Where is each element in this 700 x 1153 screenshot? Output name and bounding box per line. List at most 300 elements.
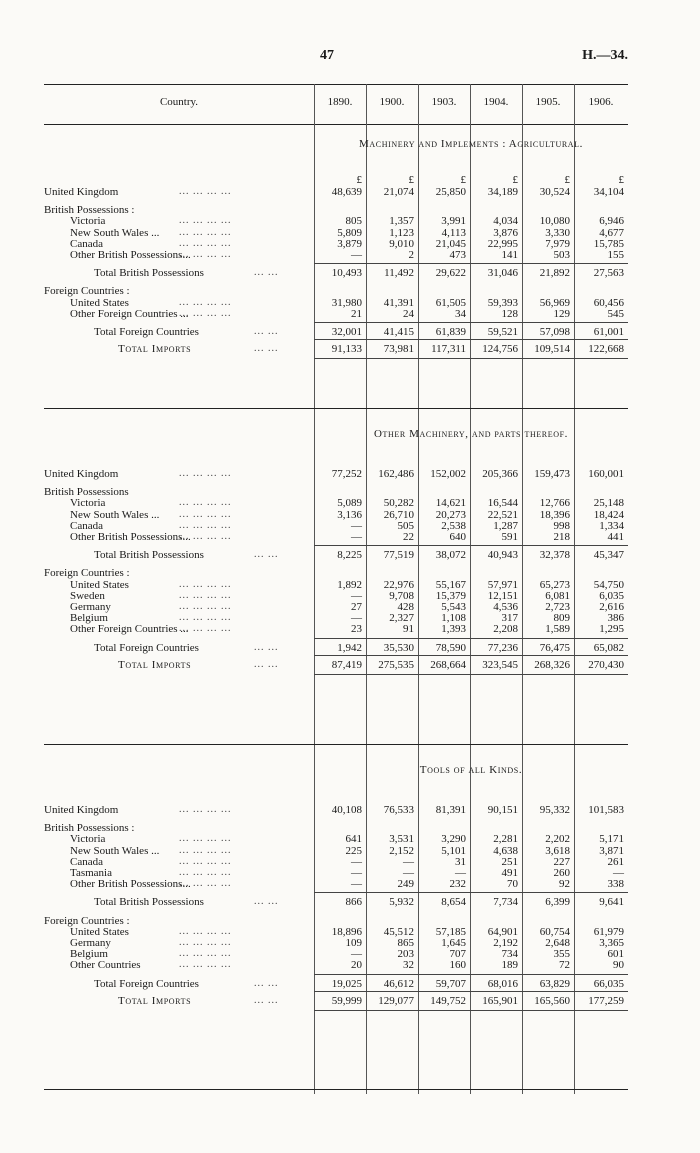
value-cell: 473 [449, 249, 466, 261]
value-cell: 5,809 [337, 226, 362, 239]
value-cell: 1,645 [441, 937, 466, 949]
row-label: United Kingdom [44, 804, 119, 816]
row-label: New South Wales ... [70, 844, 160, 857]
value-cell: 155 [607, 249, 624, 261]
table-bottom-rule [44, 1089, 628, 1090]
value-cell: 129 [553, 307, 570, 320]
value-cell: 386 [607, 612, 624, 625]
value-cell: 3,531 [389, 833, 414, 846]
leader-dots: ... ... ... ... [179, 855, 232, 867]
value-cell: 268,326 [534, 658, 570, 671]
value-cell: 56,969 [539, 296, 570, 309]
grand-total-row [44, 995, 628, 1008]
value-cell: 18,424 [593, 508, 624, 521]
value-cell: 591 [501, 531, 518, 543]
table-row [44, 623, 628, 636]
table-row [44, 959, 628, 972]
value-cell: 26,710 [383, 508, 414, 521]
leader-dots: ... ... [254, 641, 279, 653]
value-cell: 54,750 [593, 578, 624, 591]
row-label: Other British Possessions... [70, 249, 191, 261]
row-label: Total Foreign Countries [94, 977, 199, 990]
value-cell: 189 [501, 959, 518, 972]
value-cell: 10,080 [539, 215, 570, 228]
value-cell: 22,995 [487, 237, 518, 250]
value-cell: 251 [501, 855, 518, 868]
table-row [44, 186, 628, 199]
leader-dots: ... ... ... ... [179, 508, 232, 520]
value-cell: — [351, 948, 362, 961]
value-cell: 32 [403, 959, 414, 972]
row-label: Total Foreign Countries [94, 326, 199, 338]
total-rule [314, 1010, 628, 1011]
table-row [44, 531, 628, 544]
grand-total-row [44, 659, 628, 672]
value-cell: 34 [455, 307, 466, 320]
value-cell: 4,034 [493, 215, 518, 228]
value-cell: — [351, 531, 362, 543]
row-label: Other Countries [70, 959, 141, 972]
value-cell: 48,639 [331, 186, 362, 198]
value-cell: 2,723 [545, 601, 570, 613]
leader-dots: ... ... ... ... [179, 623, 232, 635]
value-cell: 9,641 [599, 896, 624, 909]
value-cell: 218 [553, 531, 570, 543]
total-rule [314, 545, 628, 546]
grand-total-row [44, 343, 628, 356]
value-cell: 31,046 [487, 267, 518, 280]
value-cell: 16,544 [487, 497, 518, 510]
row-label: Foreign Countries : [44, 567, 130, 580]
value-cell: 21 [351, 307, 362, 320]
leader-dots: ... ... ... ... [179, 833, 232, 845]
value-cell: 22,976 [383, 578, 414, 591]
value-cell: 1,334 [599, 519, 624, 532]
value-cell: 23 [351, 623, 362, 636]
value-cell: 165,560 [534, 994, 570, 1007]
value-cell: 76,475 [539, 641, 570, 654]
row-label: United States [70, 578, 129, 591]
leader-dots: ... ... ... ... [179, 878, 232, 890]
value-cell: 149,752 [430, 994, 466, 1007]
total-rule [314, 655, 628, 656]
value-cell: 640 [449, 531, 466, 543]
value-cell: 61,505 [435, 296, 466, 309]
value-cell: 31,980 [331, 296, 362, 309]
leader-dots: ... ... ... ... [179, 601, 232, 612]
row-label: Other Foreign Countries ... [70, 623, 189, 636]
value-cell: 59,393 [487, 296, 518, 309]
value-cell: 92 [559, 878, 570, 891]
leader-dots: ... ... ... ... [179, 578, 232, 590]
value-cell: 122,668 [588, 343, 624, 356]
value-cell: 2 [408, 249, 414, 261]
table-row [44, 249, 628, 262]
row-label: British Possessions [44, 486, 129, 499]
value-cell: 22,521 [487, 508, 518, 521]
value-cell: 2,192 [493, 937, 518, 949]
value-cell: 601 [607, 948, 624, 961]
value-cell: 6,081 [545, 589, 570, 602]
row-label: Total Imports [118, 343, 192, 356]
value-cell: 505 [397, 519, 414, 532]
header-bottom-rule [44, 124, 628, 125]
value-cell: 1,393 [441, 623, 466, 636]
value-cell: — [351, 249, 362, 261]
value-cell: 866 [345, 896, 362, 909]
value-cell: — [403, 867, 414, 879]
value-cell: 225 [345, 844, 362, 857]
value-cell: 90 [613, 959, 624, 972]
value-cell: 260 [553, 867, 570, 879]
currency-symbol: £ [408, 174, 414, 186]
value-cell: 203 [397, 948, 414, 961]
total-rule [314, 674, 628, 675]
value-cell: 275,535 [378, 658, 414, 671]
leader-dots: ... ... ... ... [179, 296, 232, 308]
value-cell: 32,378 [539, 549, 570, 562]
value-cell: 5,089 [337, 497, 362, 510]
row-label: Tasmania [70, 867, 112, 879]
value-cell: — [351, 612, 362, 625]
value-cell: 63,829 [539, 977, 570, 990]
value-cell: 24 [403, 307, 414, 320]
value-cell: 40,108 [331, 804, 362, 816]
value-cell: 34,104 [593, 186, 624, 198]
value-cell: 152,002 [430, 468, 466, 480]
leader-dots: ... ... [254, 343, 279, 355]
value-cell: 5,543 [441, 601, 466, 613]
subtotal-row [44, 978, 628, 991]
column-header-year: 1906. [588, 96, 614, 108]
value-cell: 3,879 [337, 237, 362, 250]
value-cell: 734 [501, 948, 518, 961]
row-label: Sweden [70, 589, 105, 602]
value-cell: 55,167 [435, 578, 466, 591]
value-cell: 21,892 [539, 267, 570, 280]
subtotal-row [44, 267, 628, 280]
value-cell: 4,536 [493, 601, 518, 613]
value-cell: 31 [455, 855, 466, 868]
value-cell: 77,519 [383, 549, 414, 562]
currency-symbol: £ [512, 174, 518, 186]
row-label: Other Foreign Countries ... [70, 307, 189, 320]
row-label: United Kingdom [44, 468, 119, 480]
leader-dots: ... ... [254, 658, 279, 670]
leader-dots: ... ... ... ... [179, 186, 232, 197]
value-cell: 41,391 [383, 296, 414, 309]
row-label: United States [70, 925, 129, 938]
value-cell: 2,202 [545, 833, 570, 846]
value-cell: — [455, 867, 466, 879]
value-cell: 14,621 [435, 497, 466, 510]
leader-dots: ... ... ... ... [179, 249, 232, 260]
row-label: Other British Possessions... [70, 878, 191, 891]
table-top-rule [44, 84, 628, 85]
leader-dots: ... ... [254, 977, 279, 989]
row-label: Total Foreign Countries [94, 641, 199, 654]
row-label: United Kingdom [44, 186, 119, 198]
value-cell: 34,189 [487, 186, 518, 198]
value-cell: 5,171 [599, 833, 624, 846]
value-cell: 865 [397, 937, 414, 949]
leader-dots: ... ... ... ... [179, 937, 232, 948]
value-cell: 3,365 [599, 937, 624, 949]
value-cell: 128 [501, 307, 518, 320]
value-cell: 76,533 [383, 804, 414, 816]
value-cell: 87,419 [331, 658, 362, 671]
value-cell: 9,010 [389, 237, 414, 250]
value-cell: 50,282 [383, 497, 414, 510]
currency-symbol: £ [460, 174, 466, 186]
row-label: Canada [70, 237, 103, 250]
value-cell: 6,946 [599, 215, 624, 228]
value-cell: 428 [397, 601, 414, 613]
value-cell: 323,545 [482, 658, 518, 671]
leader-dots: ... ... ... ... [179, 468, 232, 479]
row-label: Belgium [70, 948, 108, 961]
value-cell: 249 [397, 878, 414, 891]
value-cell: 25,850 [435, 186, 466, 198]
value-cell: 503 [553, 249, 570, 261]
value-cell: 129,077 [378, 994, 414, 1007]
subtotal-row [44, 549, 628, 562]
value-cell: 355 [553, 948, 570, 961]
value-cell: 81,391 [435, 804, 466, 816]
total-rule [314, 263, 628, 264]
value-cell: 90,151 [487, 804, 518, 816]
value-cell: 46,612 [383, 977, 414, 990]
row-label: Germany [70, 601, 111, 613]
value-cell: 1,287 [493, 519, 518, 532]
value-cell: 101,583 [588, 804, 624, 816]
row-label: Total Imports [118, 994, 192, 1007]
column-header-year: 1890. [327, 96, 353, 108]
page-number: 47 [320, 48, 334, 63]
section-title: Machinery and Implements : Agricultural. [359, 138, 583, 150]
section-title: Other Machinery, and parts thereof. [373, 428, 569, 440]
leader-dots: ... ... [254, 326, 279, 337]
row-label: Belgium [70, 612, 108, 625]
currency-symbol: £ [356, 174, 362, 186]
value-cell: 1,892 [337, 578, 362, 591]
row-label: Other British Possessions... [70, 531, 191, 543]
column-header-year: 1904. [483, 96, 509, 108]
total-rule [314, 638, 628, 639]
value-cell: 40,943 [487, 549, 518, 562]
value-cell: 1,942 [337, 641, 362, 654]
value-cell: 268,664 [430, 658, 466, 671]
subtotal-row [44, 326, 628, 339]
value-cell: 3,871 [599, 844, 624, 857]
value-cell: 165,901 [482, 994, 518, 1007]
value-cell: 32,001 [331, 326, 362, 338]
value-cell: 141 [501, 249, 518, 261]
value-cell: 317 [501, 612, 518, 625]
row-label: Germany [70, 937, 111, 949]
currency-symbol: £ [618, 174, 624, 186]
leader-dots: ... ... ... ... [179, 215, 232, 227]
column-header-year: 1905. [535, 96, 561, 108]
leader-dots: ... ... ... ... [179, 844, 232, 856]
row-label: British Possessions : [44, 204, 135, 217]
value-cell: 68,016 [487, 977, 518, 990]
subtotal-row [44, 642, 628, 655]
value-cell: — [613, 867, 624, 879]
value-cell: 60,456 [593, 296, 624, 309]
value-cell: 205,366 [482, 468, 518, 480]
value-cell: 21,045 [435, 237, 466, 250]
currency-symbol: £ [564, 174, 570, 186]
value-cell: 1,357 [389, 215, 414, 228]
value-cell: 95,332 [539, 804, 570, 816]
total-rule [314, 339, 628, 340]
value-cell: 998 [553, 519, 570, 532]
value-cell: 15,379 [435, 589, 466, 602]
value-cell: 3,991 [441, 215, 466, 228]
value-cell: 22 [403, 531, 414, 543]
value-cell: 3,330 [545, 226, 570, 239]
leader-dots: ... ... [254, 549, 279, 561]
value-cell: 18,896 [331, 925, 362, 938]
value-cell: 2,152 [389, 844, 414, 857]
value-cell: 160,001 [588, 468, 624, 480]
value-cell: 109,514 [534, 343, 570, 356]
value-cell: 805 [345, 215, 362, 228]
value-cell: 19,025 [331, 977, 362, 990]
value-cell: 270,430 [588, 658, 624, 671]
value-cell: 72 [559, 959, 570, 972]
value-cell: 809 [553, 612, 570, 625]
value-cell: 7,979 [545, 237, 570, 250]
value-cell: 77,236 [487, 641, 518, 654]
value-cell: 12,766 [539, 497, 570, 510]
table-row [44, 804, 628, 817]
value-cell: 91 [403, 623, 414, 636]
column-header-year: 1903. [431, 96, 457, 108]
leader-dots: ... ... ... ... [179, 497, 232, 509]
value-cell: 57,185 [435, 925, 466, 938]
value-cell: 5,101 [441, 844, 466, 857]
value-cell: 1,295 [599, 623, 624, 636]
value-cell: 9,708 [389, 589, 414, 602]
leader-dots: ... ... ... ... [179, 959, 232, 971]
value-cell: 338 [607, 878, 624, 891]
section-rule [44, 744, 628, 745]
value-cell: 60,754 [539, 925, 570, 938]
value-cell: 6,035 [599, 589, 624, 602]
value-cell: 65,082 [593, 641, 624, 654]
value-cell: 73,981 [383, 343, 414, 356]
value-cell: 227 [553, 855, 570, 868]
page-header [0, 48, 700, 68]
value-cell: 45,347 [593, 549, 624, 562]
value-cell: 18,396 [539, 508, 570, 521]
value-cell: 57,098 [539, 326, 570, 338]
value-cell: 77,252 [331, 468, 362, 480]
value-cell: — [351, 589, 362, 602]
value-cell: 124,756 [482, 343, 518, 356]
value-cell: 4,113 [441, 226, 466, 239]
value-cell: 2,281 [493, 833, 518, 846]
leader-dots: ... ... ... ... [179, 925, 232, 937]
value-cell: 109 [345, 937, 362, 949]
value-cell: 2,648 [545, 937, 570, 949]
value-cell: 3,290 [441, 833, 466, 846]
value-cell: 61,001 [593, 326, 624, 338]
value-cell: 61,979 [593, 925, 624, 938]
row-label: British Possessions : [44, 822, 135, 835]
row-label: United States [70, 296, 129, 309]
leader-dots: ... ... ... ... [179, 237, 232, 249]
value-cell: 4,677 [599, 226, 624, 239]
value-cell: 491 [501, 867, 518, 879]
row-label: New South Wales ... [70, 226, 160, 239]
row-label: Foreign Countries : [44, 914, 130, 927]
leader-dots: ... ... ... ... [179, 804, 232, 815]
value-cell: 57,971 [487, 578, 518, 591]
value-cell: 707 [449, 948, 466, 961]
value-cell: 2,538 [441, 519, 466, 532]
section-title: Tools of all Kinds. [419, 764, 523, 776]
table-row [44, 468, 628, 481]
row-label: Canada [70, 855, 103, 868]
row-label: Victoria [70, 497, 106, 510]
leader-dots: ... ... ... ... [179, 589, 232, 601]
leader-dots: ... ... ... ... [179, 948, 232, 960]
value-cell: 12,151 [487, 589, 518, 602]
value-cell: 10,493 [331, 267, 362, 280]
value-cell: 160 [449, 959, 466, 972]
value-cell: 27,563 [593, 267, 624, 280]
value-cell: 7,734 [493, 896, 518, 909]
subtotal-row [44, 896, 628, 909]
value-cell: 21,074 [383, 186, 414, 198]
row-label: New South Wales ... [70, 508, 160, 521]
value-cell: 261 [607, 855, 624, 868]
value-cell: 78,590 [435, 641, 466, 654]
value-cell: 15,785 [593, 237, 624, 250]
value-cell: 162,486 [378, 468, 414, 480]
leader-dots: ... ... ... ... [179, 867, 232, 878]
value-cell: — [403, 855, 414, 868]
value-cell: 3,876 [493, 226, 518, 239]
value-cell: 27 [351, 601, 362, 613]
row-label: Canada [70, 519, 103, 532]
total-rule [314, 991, 628, 992]
value-cell: 2,208 [493, 623, 518, 636]
row-label: Total British Possessions [94, 549, 204, 562]
value-cell: 91,133 [331, 343, 362, 356]
value-cell: 545 [607, 307, 624, 320]
value-cell: 2,327 [389, 612, 414, 625]
value-cell: 20 [351, 959, 362, 972]
imports-table [44, 84, 628, 1094]
value-cell: — [351, 867, 362, 879]
value-cell: 20,273 [435, 508, 466, 521]
value-cell: — [351, 519, 362, 532]
value-cell: 1,589 [545, 623, 570, 636]
value-cell: 45,512 [383, 925, 414, 938]
value-cell: 59,707 [435, 977, 466, 990]
value-cell: 25,148 [593, 497, 624, 510]
value-cell: 70 [507, 878, 518, 891]
value-cell: 441 [607, 531, 624, 543]
value-cell: 59,999 [331, 994, 362, 1007]
value-cell: 177,259 [588, 994, 624, 1007]
value-cell: 61,839 [435, 326, 466, 338]
value-cell: 35,530 [383, 641, 414, 654]
